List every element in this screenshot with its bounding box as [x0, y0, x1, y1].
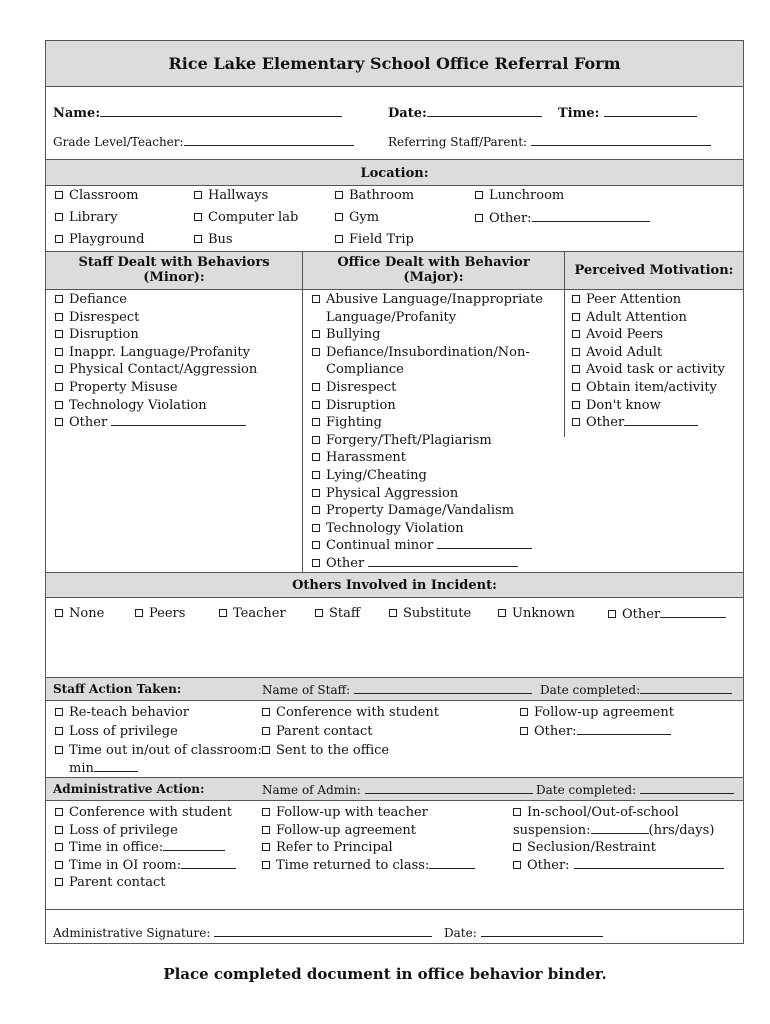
location-option[interactable]: Library	[55, 210, 118, 225]
motivation-heading: Perceived Motivation:	[574, 263, 734, 278]
staff-date-field[interactable]: Date completed:	[540, 682, 732, 698]
staff-action-item[interactable]: Parent contact	[262, 722, 502, 741]
major-item[interactable]: Forgery/Theft/Plagiarism	[312, 432, 562, 450]
minor-list	[55, 291, 295, 432]
admin-action-item[interactable]: Loss of privilege	[55, 822, 260, 840]
checkbox[interactable]	[55, 348, 63, 356]
minor-item[interactable]: Other	[55, 414, 295, 432]
staff-action-col2	[262, 703, 502, 760]
checkbox[interactable]	[572, 418, 580, 426]
checkbox[interactable]	[55, 295, 63, 303]
motivation-item[interactable]: Adult Attention	[572, 309, 744, 327]
checkbox[interactable]	[312, 330, 320, 338]
checkbox[interactable]	[312, 471, 320, 479]
admin-date-field[interactable]: Date completed:	[536, 782, 734, 798]
referral-form	[45, 40, 744, 944]
checkbox[interactable]	[55, 826, 63, 834]
fill-in-blank[interactable]	[163, 839, 225, 851]
admin-action-item[interactable]: Refer to Principal	[262, 839, 502, 857]
divider	[46, 700, 743, 701]
checkbox[interactable]	[135, 609, 143, 617]
others-option[interactable]: Peers	[135, 606, 185, 621]
motivation-item[interactable]: Don't know	[572, 397, 744, 415]
admin-action-item[interactable]: Other:	[513, 857, 743, 875]
checkbox[interactable]	[312, 489, 320, 497]
fill-in-blank[interactable]	[354, 682, 532, 694]
major-item[interactable]: Defiance/Insubordination/Non-Compliance	[312, 344, 562, 379]
major-item[interactable]: Fighting	[312, 414, 562, 432]
location-option[interactable]: Bathroom	[335, 188, 414, 203]
admin-action-item[interactable]: Time in OI room:	[55, 857, 260, 875]
staff-action-item[interactable]: Sent to the office	[262, 741, 502, 760]
checkbox[interactable]	[219, 609, 227, 617]
others-option[interactable]: Teacher	[219, 606, 286, 621]
fill-in-blank[interactable]	[111, 414, 246, 426]
admin-action-heading: Administrative Action:	[53, 782, 205, 796]
location-option[interactable]: Field Trip	[335, 232, 414, 247]
checkbox[interactable]	[312, 541, 320, 549]
admin-signature-field[interactable]: Administrative Signature:	[53, 925, 432, 941]
minor-item[interactable]: Inappr. Language/Profanity	[55, 344, 295, 362]
checkbox[interactable]	[55, 861, 63, 869]
others-option[interactable]: Substitute	[389, 606, 471, 621]
minor-item[interactable]: Disruption	[55, 326, 295, 344]
fill-in-blank[interactable]	[591, 822, 649, 834]
minor-item[interactable]: Technology Violation	[55, 397, 295, 415]
checkbox[interactable]	[312, 436, 320, 444]
location-option[interactable]: Classroom	[55, 188, 138, 203]
motivation-item[interactable]: Other	[572, 414, 744, 432]
staff-action-col1	[55, 703, 262, 776]
checkbox[interactable]	[55, 808, 63, 816]
admin-action-col1	[55, 804, 260, 892]
checkbox[interactable]	[55, 746, 63, 754]
date-label: Date:	[388, 106, 427, 121]
major-item[interactable]: Other	[312, 555, 562, 573]
major-item[interactable]: Harassment	[312, 449, 562, 467]
date-field[interactable]	[388, 105, 542, 121]
staff-action-item[interactable]: Time out in/out of classroom:	[55, 741, 255, 760]
motivation-item[interactable]: Peer Attention	[572, 291, 744, 309]
checkbox[interactable]	[520, 727, 528, 735]
checkbox[interactable]	[312, 506, 320, 514]
referring-staff-field[interactable]	[388, 134, 711, 150]
checkbox[interactable]	[262, 843, 270, 851]
others-option[interactable]: Staff	[315, 606, 360, 621]
checkbox[interactable]	[262, 727, 270, 735]
staff-action-item[interactable]: Re-teach behavior	[55, 703, 255, 722]
admin-action-item[interactable]: Parent contact	[55, 874, 260, 892]
location-option[interactable]: Playground	[55, 232, 144, 247]
major-item[interactable]: Property Damage/Vandalism	[312, 502, 562, 520]
others-option[interactable]: Other	[608, 606, 726, 622]
grade-teacher-field[interactable]	[53, 134, 354, 150]
checkbox[interactable]	[312, 348, 320, 356]
fill-in-blank[interactable]	[660, 606, 726, 618]
footer-note: Place completed document in office behavior binder.	[163, 965, 607, 983]
fill-in-blank[interactable]	[640, 782, 734, 794]
major-item[interactable]: Bullying	[312, 326, 562, 344]
checkbox[interactable]	[572, 313, 580, 321]
admin-action-item[interactable]: Follow-up agreement	[262, 822, 502, 840]
checkbox[interactable]	[335, 213, 343, 221]
checkbox[interactable]	[335, 235, 343, 243]
checkbox[interactable]	[55, 418, 63, 426]
checkbox[interactable]	[513, 843, 521, 851]
major-list	[312, 291, 562, 573]
major-item[interactable]: Disrespect	[312, 379, 562, 397]
checkbox[interactable]	[572, 348, 580, 356]
staff-action-item[interactable]: Conference with student	[262, 703, 502, 722]
divider	[46, 86, 743, 87]
checkbox[interactable]	[262, 708, 270, 716]
staff-action-col3	[520, 703, 740, 741]
grade-label: Grade Level/Teacher:	[53, 135, 184, 149]
fill-in-blank[interactable]	[214, 925, 432, 937]
admin-action-item[interactable]: Time in office:	[55, 839, 260, 857]
admin-action-item[interactable]: Seclusion/Restraint	[513, 839, 743, 857]
checkbox[interactable]	[55, 609, 63, 617]
staff-action-item[interactable]: Follow-up agreement	[520, 703, 740, 722]
admin-action-item[interactable]: Time returned to class:	[262, 857, 502, 875]
location-option[interactable]: Hallways	[194, 188, 268, 203]
checkbox[interactable]	[513, 861, 521, 869]
time-field[interactable]	[558, 105, 697, 121]
checkbox[interactable]	[520, 708, 528, 716]
minor-item[interactable]: Physical Contact/Aggression	[55, 361, 295, 379]
major-heading: Office Dealt with Behavior (Major):	[337, 255, 530, 285]
staff-action-heading: Staff Action Taken:	[53, 682, 182, 696]
admin-action-col3	[513, 804, 743, 874]
checkbox[interactable]	[475, 214, 483, 222]
motivation-item[interactable]: Obtain item/activity	[572, 379, 744, 397]
checkbox[interactable]	[262, 808, 270, 816]
motivation-item[interactable]: Avoid Peers	[572, 326, 744, 344]
column-divider	[302, 252, 303, 572]
checkbox[interactable]	[475, 191, 483, 199]
checkbox[interactable]	[262, 826, 270, 834]
checkbox[interactable]	[55, 235, 63, 243]
checkbox[interactable]	[312, 383, 320, 391]
checkbox[interactable]	[55, 878, 63, 886]
checkbox[interactable]	[513, 808, 521, 816]
fill-in-blank[interactable]	[532, 210, 650, 222]
admin-name-field[interactable]: Name of Admin:	[262, 782, 533, 798]
motivation-item[interactable]: Avoid task or activity	[572, 361, 744, 379]
checkbox[interactable]	[262, 746, 270, 754]
checkbox[interactable]	[572, 330, 580, 338]
checkbox[interactable]	[55, 213, 63, 221]
major-item[interactable]: Lying/Cheating	[312, 467, 562, 485]
checkbox[interactable]	[312, 453, 320, 461]
location-heading: Location:	[360, 166, 429, 181]
location-option[interactable]: Computer lab	[194, 210, 298, 225]
checkbox[interactable]	[55, 401, 63, 409]
fill-in-blank[interactable]	[368, 555, 518, 567]
time-label: Time:	[558, 106, 600, 121]
divider	[46, 289, 743, 290]
checkbox[interactable]	[498, 609, 506, 617]
checkbox[interactable]	[335, 191, 343, 199]
checkbox[interactable]	[55, 313, 63, 321]
fill-in-blank[interactable]	[429, 857, 475, 869]
staff-action-item-cont[interactable]: min	[55, 760, 255, 776]
minor-item[interactable]: Property Misuse	[55, 379, 295, 397]
form-title: Rice Lake Elementary School Office Referral Form	[168, 54, 621, 73]
others-option[interactable]: None	[55, 606, 104, 621]
others-heading: Others Involved in Incident:	[292, 578, 497, 593]
admin-action-item[interactable]: Conference with student	[55, 804, 260, 822]
staff-action-item[interactable]: Loss of privilege	[55, 722, 255, 741]
fill-in-blank[interactable]	[184, 134, 354, 146]
admin-action-item[interactable]: In-school/Out-of-school	[513, 804, 743, 822]
checkbox[interactable]	[312, 524, 320, 532]
checkbox[interactable]	[389, 609, 397, 617]
staff-name-field[interactable]: Name of Staff:	[262, 682, 532, 698]
location-option[interactable]: Lunchroom	[475, 188, 564, 203]
fill-in-blank[interactable]	[531, 134, 711, 146]
divider	[46, 800, 743, 801]
major-item[interactable]: Continual minor	[312, 537, 562, 555]
name-field[interactable]	[53, 105, 342, 121]
major-item[interactable]: Physical Aggression	[312, 485, 562, 503]
checkbox[interactable]	[262, 861, 270, 869]
fill-in-blank[interactable]	[365, 782, 533, 794]
location-option[interactable]: Bus	[194, 232, 233, 247]
location-option[interactable]: Other:	[475, 210, 650, 226]
checkbox[interactable]	[312, 418, 320, 426]
checkbox[interactable]	[55, 727, 63, 735]
checkbox[interactable]	[572, 383, 580, 391]
fill-in-blank[interactable]	[624, 414, 698, 426]
admin-action-col2	[262, 804, 502, 874]
divider	[46, 909, 743, 910]
motivation-item[interactable]: Avoid Adult	[572, 344, 744, 362]
location-option[interactable]: Gym	[335, 210, 379, 225]
checkbox[interactable]	[572, 401, 580, 409]
fill-in-blank[interactable]	[100, 105, 342, 117]
column-divider	[564, 252, 565, 437]
signature-date-field[interactable]: Date:	[444, 925, 603, 941]
checkbox[interactable]	[55, 383, 63, 391]
referring-label: Referring Staff/Parent:	[388, 135, 528, 149]
fill-in-blank[interactable]	[181, 857, 236, 869]
checkbox[interactable]	[312, 401, 320, 409]
checkbox[interactable]	[608, 610, 616, 618]
checkbox[interactable]	[194, 213, 202, 221]
minor-item[interactable]: Defiance	[55, 291, 295, 309]
checkbox[interactable]	[572, 295, 580, 303]
checkbox[interactable]	[55, 708, 63, 716]
checkbox[interactable]	[194, 235, 202, 243]
fill-in-blank[interactable]	[481, 925, 603, 937]
major-item[interactable]: Disruption	[312, 397, 562, 415]
checkbox[interactable]	[312, 559, 320, 567]
fill-in-blank[interactable]	[640, 682, 732, 694]
minor-heading: Staff Dealt with Behaviors (Minor):	[78, 255, 270, 285]
others-option[interactable]: Unknown	[498, 606, 575, 621]
checkbox[interactable]	[572, 365, 580, 373]
checkbox[interactable]	[194, 191, 202, 199]
fill-in-blank[interactable]	[577, 723, 671, 735]
divider	[46, 597, 743, 598]
fill-in-blank[interactable]	[437, 537, 532, 549]
fill-in-blank[interactable]	[604, 105, 697, 117]
staff-action-item[interactable]: Other:	[520, 722, 740, 741]
checkbox[interactable]	[312, 295, 320, 303]
admin-action-item-cont[interactable]: suspension: (hrs/days)	[513, 822, 715, 838]
major-item[interactable]: Abusive Language/Inappropriate Language/Profanity	[312, 291, 562, 326]
checkbox[interactable]	[315, 609, 323, 617]
checkbox[interactable]	[55, 365, 63, 373]
fill-in-blank[interactable]	[574, 857, 724, 869]
minor-item[interactable]: Disrespect	[55, 309, 295, 327]
fill-in-blank[interactable]	[427, 105, 542, 117]
admin-action-item[interactable]: Follow-up with teacher	[262, 804, 502, 822]
motivation-list	[572, 291, 744, 432]
checkbox[interactable]	[55, 330, 63, 338]
checkbox[interactable]	[55, 843, 63, 851]
fill-in-blank[interactable]	[94, 760, 138, 772]
name-label: Name:	[53, 106, 101, 121]
divider	[46, 185, 743, 186]
checkbox[interactable]	[55, 191, 63, 199]
major-item[interactable]: Technology Violation	[312, 520, 562, 538]
